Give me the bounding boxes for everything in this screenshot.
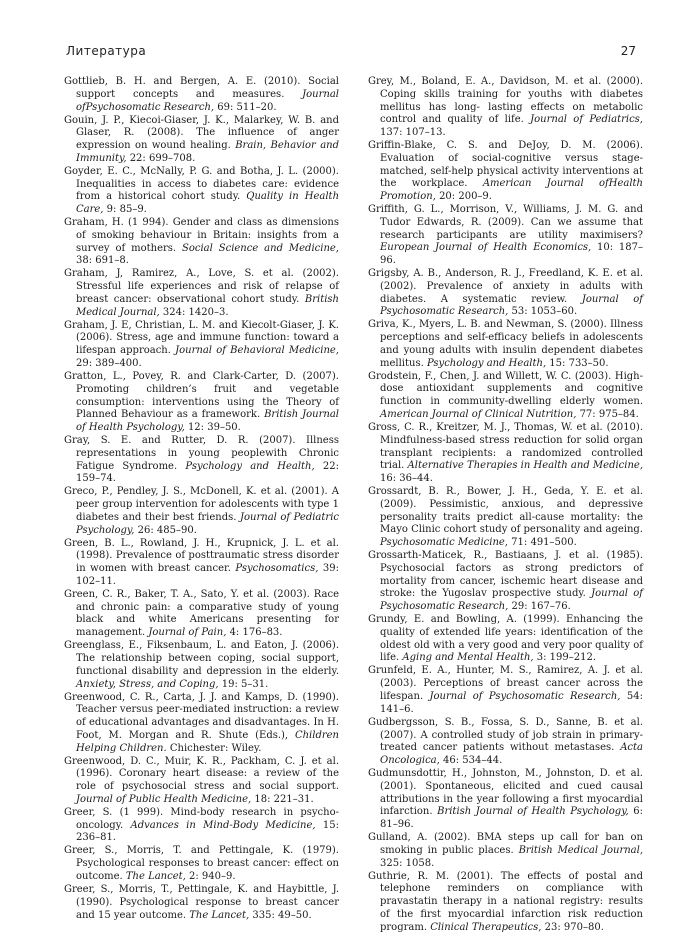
reference-entry	[64, 435, 339, 486]
reference-source: Psychosomatics,	[235, 563, 319, 575]
reference-pages: 9: 85–9.	[103, 204, 147, 216]
reference-source: Journal of Psychosomatic Research,	[429, 690, 621, 702]
reference-pages: 19: 5–31.	[218, 678, 269, 690]
reference-text: Gratton, L., Povey, R. and Clark-Carter, D. (2007). Promoting children’s fruit and vegetable consumption: interventions using the Theory of Planned Behaviour as a framework.	[64, 371, 339, 421]
reference-text: Grunfeld, E. A., Hunter, M. S., Ramirez, A. J. et al. (2003). Perceptions of breast cancer across the lifespan.	[368, 665, 643, 702]
reference-entry	[368, 832, 643, 870]
reference-entry	[64, 371, 339, 435]
reference-entry	[64, 166, 339, 217]
reference-text: Gudmunsdottir, H., Johnston, M., Johnston, D. et al. (2001). Spontaneous, elicited and cued causal attributions in the year following a first myocardial infarction.	[368, 768, 643, 818]
reference-source: Journal of Pediatric Psychology,	[76, 511, 339, 536]
reference-text: Greenwood, C. R., Carta, J. J. and Kamps, D. (1990). Teacher versus peer-mediated instruction: a review of educational advantages and disadvantages. In H. Foot, M. Morgan and R. Shute (Eds.),	[64, 691, 339, 741]
reference-entry	[64, 640, 339, 691]
reference-entry	[64, 538, 339, 589]
reference-text: Green, B. L., Rowland, J. H., Krupnick, J. L. et al. (1998). Prevalence of posttraumatic stress disorder in women with breast cancer.	[64, 537, 339, 575]
reference-entry	[64, 320, 339, 371]
reference-source: Journal of Public Health Medicine,	[76, 793, 252, 805]
reference-pages: 335: 49–50.	[249, 909, 312, 921]
reference-source: Journal of Psychosomatic Research,	[380, 588, 643, 613]
reference-source: Journal of Behavioral Medicine,	[175, 345, 339, 357]
reference-source: British Journal of Health Psychology,	[76, 409, 339, 434]
left-reference-column	[64, 76, 339, 923]
reference-text: Greer, S. (1 999). Mind-body research in psycho-oncology.	[64, 806, 339, 831]
reference-entry	[64, 76, 339, 114]
reference-text: Grundy, E. and Bowling, A. (1999). Enhancing the quality of extended life years: identification of the oldest old with a very good and very poor quality of life.	[368, 614, 643, 664]
reference-text: Grossarth-Maticek, R., Bastiaans, J. et al. (1985). Psychosocial factors as strong predictors of mortality from cancer, ischemic heart disease and stroke: the Yugoslav prospective study.	[368, 550, 643, 600]
reference-source: Clinical Therapeutics,	[430, 921, 542, 933]
reference-pages: 46: 534–44.	[439, 755, 503, 767]
reference-pages: 38: 691–8.	[76, 255, 129, 267]
reference-text: Gross, C. R., Kreitzer, M. J., Thomas, W. et al. (2010). Mindfulness-based stress reduction for solid organ transplant recipients: a randomized controlled trial.	[368, 422, 643, 472]
reference-entry	[64, 884, 339, 922]
reference-text: Guthrie, R. M. (2001). The effects of postal and telephone reminders on compliance with pravastatin therapy in a national registry: results of the first myocardial infarction risk reduction program.	[368, 870, 643, 933]
reference-pages: 324: 1420–3.	[159, 306, 229, 318]
reference-pages: 2: 940–9.	[185, 870, 236, 882]
reference-source: British Medical Journal,	[76, 293, 339, 318]
reference-entry	[368, 665, 643, 716]
reference-pages: 71: 491–500.	[508, 537, 577, 549]
reference-entry	[64, 486, 339, 537]
reference-entry	[368, 614, 643, 665]
reference-pages: Chichester: Wiley.	[166, 742, 262, 754]
reference-pages: 22: 699–708.	[126, 152, 196, 164]
reference-pages: 3: 199–212.	[533, 652, 597, 664]
reference-source: Social Science and Medicine,	[182, 242, 339, 254]
reference-pages: 29: 389–400.	[76, 357, 142, 369]
reference-source: Journal of Pediatrics,	[530, 114, 643, 126]
reference-source: Journal of Psychosomatic Research,	[380, 293, 643, 318]
reference-source: The Lancet,	[189, 909, 250, 921]
reference-entry	[368, 871, 643, 935]
reference-source: American Journal ofHealth Promotion,	[380, 178, 643, 203]
reference-source: Children Helping Children.	[76, 729, 339, 754]
reference-entry	[64, 845, 339, 883]
reference-source: British Journal of Health Psychology,	[437, 806, 629, 818]
reference-pages: 20: 200–9.	[435, 191, 492, 203]
reference-source: Journal ofPsychosomatic Research,	[76, 88, 339, 113]
reference-text: Graham, J. E, Christian, L. M. and Kiecolt-Giaser, J. K. (2006). Stress, age and immune function: toward a lifespan approach.	[64, 319, 339, 357]
reference-text: Greer, S., Morris, T., Pettingale, K. and Haybittle, J. (1990). Psychological response to breast cancer and 15 year outcome.	[64, 884, 339, 921]
reference-entry	[368, 140, 643, 204]
reference-pages: 12: 39–50.	[184, 422, 241, 434]
reference-source: Alternative Therapies in Health and Medicine,	[407, 460, 643, 472]
reference-source: Aging and Mental Health,	[402, 652, 534, 664]
reference-text: Grigsby, A. B., Anderson, R. J., Freedland, K. E. et al. (2002). Prevalence of anxiety in adults with diabetes. A systematic review.	[368, 268, 643, 305]
reference-text: Graham, J, Ramirez, A., Love, S. et al. (2002). Stressful life experiences and risk of relapse of breast cancer: observational cohort study.	[64, 268, 339, 305]
reference-text: Graham, H. (1 994). Gender and class as dimensions of smoking behaviour in Britain: insights from a survey of mothers.	[64, 217, 339, 254]
reference-source: Brain, Behavior and Immunity,	[76, 140, 340, 164]
reference-pages: 15: 733–50.	[546, 357, 609, 369]
reference-entry	[368, 319, 643, 370]
reference-entry	[368, 486, 643, 550]
reference-text: Greenwood, D. C., Muir, K. R., Packham, C. J. et al. (1996). Coronary heart disease: a review of the role of psychosocial stress and social support.	[64, 755, 339, 793]
reference-pages: 23: 970–80.	[541, 921, 604, 933]
reference-text: Greer, S., Morris, T. and Pettingale, K. (1979). Psychological responses to breast cancer: effect on outcome.	[64, 845, 339, 882]
reference-pages: 29: 167–76.	[508, 601, 571, 613]
reference-text: Grossardt, B. R., Bower, J. H., Geda, Y. E. et al. (2009). Pessimistic, anxious, and depressive personality traits predict all-cause mortality: the Mayo Clinic cohort study of personality and ageing.	[368, 486, 643, 536]
reference-text: Gray, S. E. and Rutter, D. R. (2007). Illness representations in young peoplewith Chronic Fatigue Syndrome.	[64, 435, 339, 472]
reference-entry	[64, 268, 339, 319]
reference-pages: 26: 485–90.	[134, 524, 197, 536]
reference-pages: 4: 176–83.	[226, 627, 283, 639]
reference-pages: 53: 1053–60.	[508, 306, 578, 318]
reference-entry	[368, 204, 643, 268]
reference-pages: 325: 1058.	[380, 857, 435, 869]
reference-pages: 15: 236–81.	[76, 819, 339, 844]
reference-entry	[368, 550, 643, 614]
reference-text: Gouin, J. P., Kiecoi-Giaser, J. K., Malarkey, W. B. and Glaser, R. (2008). The influence of anger expression on wound healing.	[64, 114, 339, 152]
reference-text: Griva, K., Myers, L. B. and Newman, S. (2000). Illness perceptions and self-efficacy beliefs in adolescents and young adults with insulin dependent diabetes mellitus.	[368, 319, 643, 369]
reference-pages: 16: 36–44.	[380, 473, 433, 485]
reference-source: European Journal of Health Economics,	[380, 242, 592, 254]
reference-entry	[368, 371, 643, 422]
reference-text: Greenglass, E., Fiksenbaum, L. and Eaton, J. (2006). The relationship between coping, social support, functional disability and depression in the elderly.	[64, 640, 339, 677]
reference-pages: 6: 81–96.	[380, 806, 644, 831]
reference-source: Psychology and Health,	[426, 357, 547, 369]
reference-entry	[64, 692, 339, 756]
reference-pages: 18: 221–31.	[251, 793, 314, 805]
reference-entry	[64, 217, 339, 268]
reference-entry	[368, 422, 643, 486]
reference-pages: 69: 511–20.	[214, 101, 277, 113]
reference-text: Green, C. R., Baker, T. A., Sato, Y. et al. (2003). Race and chronic pain: a comparative study of young black and white Americans presenting for management.	[64, 588, 339, 639]
reference-entry	[368, 268, 643, 319]
reference-pages: 77: 975–84.	[576, 408, 639, 420]
reference-text: Griffith, G. L., Morrison, V., Williams, J. M. G. and Tudor Edwards, R. (2009). Can we assume that research participants are utility maximisers?	[368, 204, 643, 241]
reference-text: Goyder, E. C., McNally, P. G. and Botha, J. L. (2000). Inequalities in access to diabetes care: evidence from a historical cohort study.	[64, 165, 339, 203]
reference-source: Advances in Mind-Body Medicine,	[130, 819, 316, 831]
right-reference-column	[368, 76, 643, 935]
reference-text: Gudbergsson, S. B., Fossa, S. D., Sanne, B. et al. (2007). A controlled study of job strain in primary-treated cancer patients without metastases.	[368, 716, 643, 754]
reference-source: Anxiety, Stress, and Coping,	[76, 678, 219, 690]
reference-source: Psychosomatic Medicine,	[380, 537, 508, 549]
reference-source: British Medical Journal,	[518, 844, 643, 856]
reference-entry	[64, 589, 339, 640]
reference-entry	[368, 717, 643, 768]
reference-text: Gottlieb, B. H. and Bergen, A. E. (2010). Social support concepts and measures.	[64, 76, 339, 100]
reference-pages: 10: 187–96.	[380, 242, 643, 267]
reference-entry	[64, 807, 339, 845]
reference-pages: 22: 159–74.	[76, 460, 339, 485]
reference-source: Quality in Health Care,	[76, 191, 340, 216]
reference-text: Gulland, A. (2002). BMA steps up call for ban on smoking in public places.	[368, 832, 643, 856]
reference-text: Greco, P., Pendley, J. S., McDonell, K. et al. (2001). A peer group intervention for adolescents with type 1 diabetes and their best friends.	[64, 486, 339, 523]
reference-entry	[64, 115, 339, 166]
reference-source: Journal of Pain,	[148, 627, 227, 639]
reference-entry	[64, 756, 339, 807]
reference-text: Grey, M., Boland, E. A., Davidson, M. et al. (2000). Coping skills training for youths with diabetes mellitus has long- lasting effects on metabolic control and quality of life.	[368, 76, 643, 126]
reference-source: American Journal of Clinical Nutrition,	[380, 408, 577, 420]
reference-source: Psychology and Health,	[185, 460, 315, 472]
reference-text: Grodstein, F., Chen, J. and Willett, W. C. (2003). High- dose antioxidant supplements and cognitive function in community-dwelling elderly women.	[368, 370, 643, 408]
running-title: Литература	[66, 44, 147, 58]
reference-entry	[368, 768, 643, 832]
reference-text: Griffin-Blake, C. S. and DeJoy, D. M. (2006). Evaluation of social-cognitive versus stage-matched, self-help physical activity interventions at the workplace.	[368, 140, 643, 190]
page-number: 27	[620, 44, 636, 58]
reference-pages: 39: 102–11.	[76, 563, 339, 587]
reference-pages: 137: 107–13.	[380, 127, 446, 138]
reference-entry	[368, 76, 643, 140]
reference-source: The Lancet,	[125, 870, 186, 882]
reference-source: Acta Oncologica,	[380, 742, 643, 767]
reference-pages: 54: 141–6.	[380, 690, 643, 715]
